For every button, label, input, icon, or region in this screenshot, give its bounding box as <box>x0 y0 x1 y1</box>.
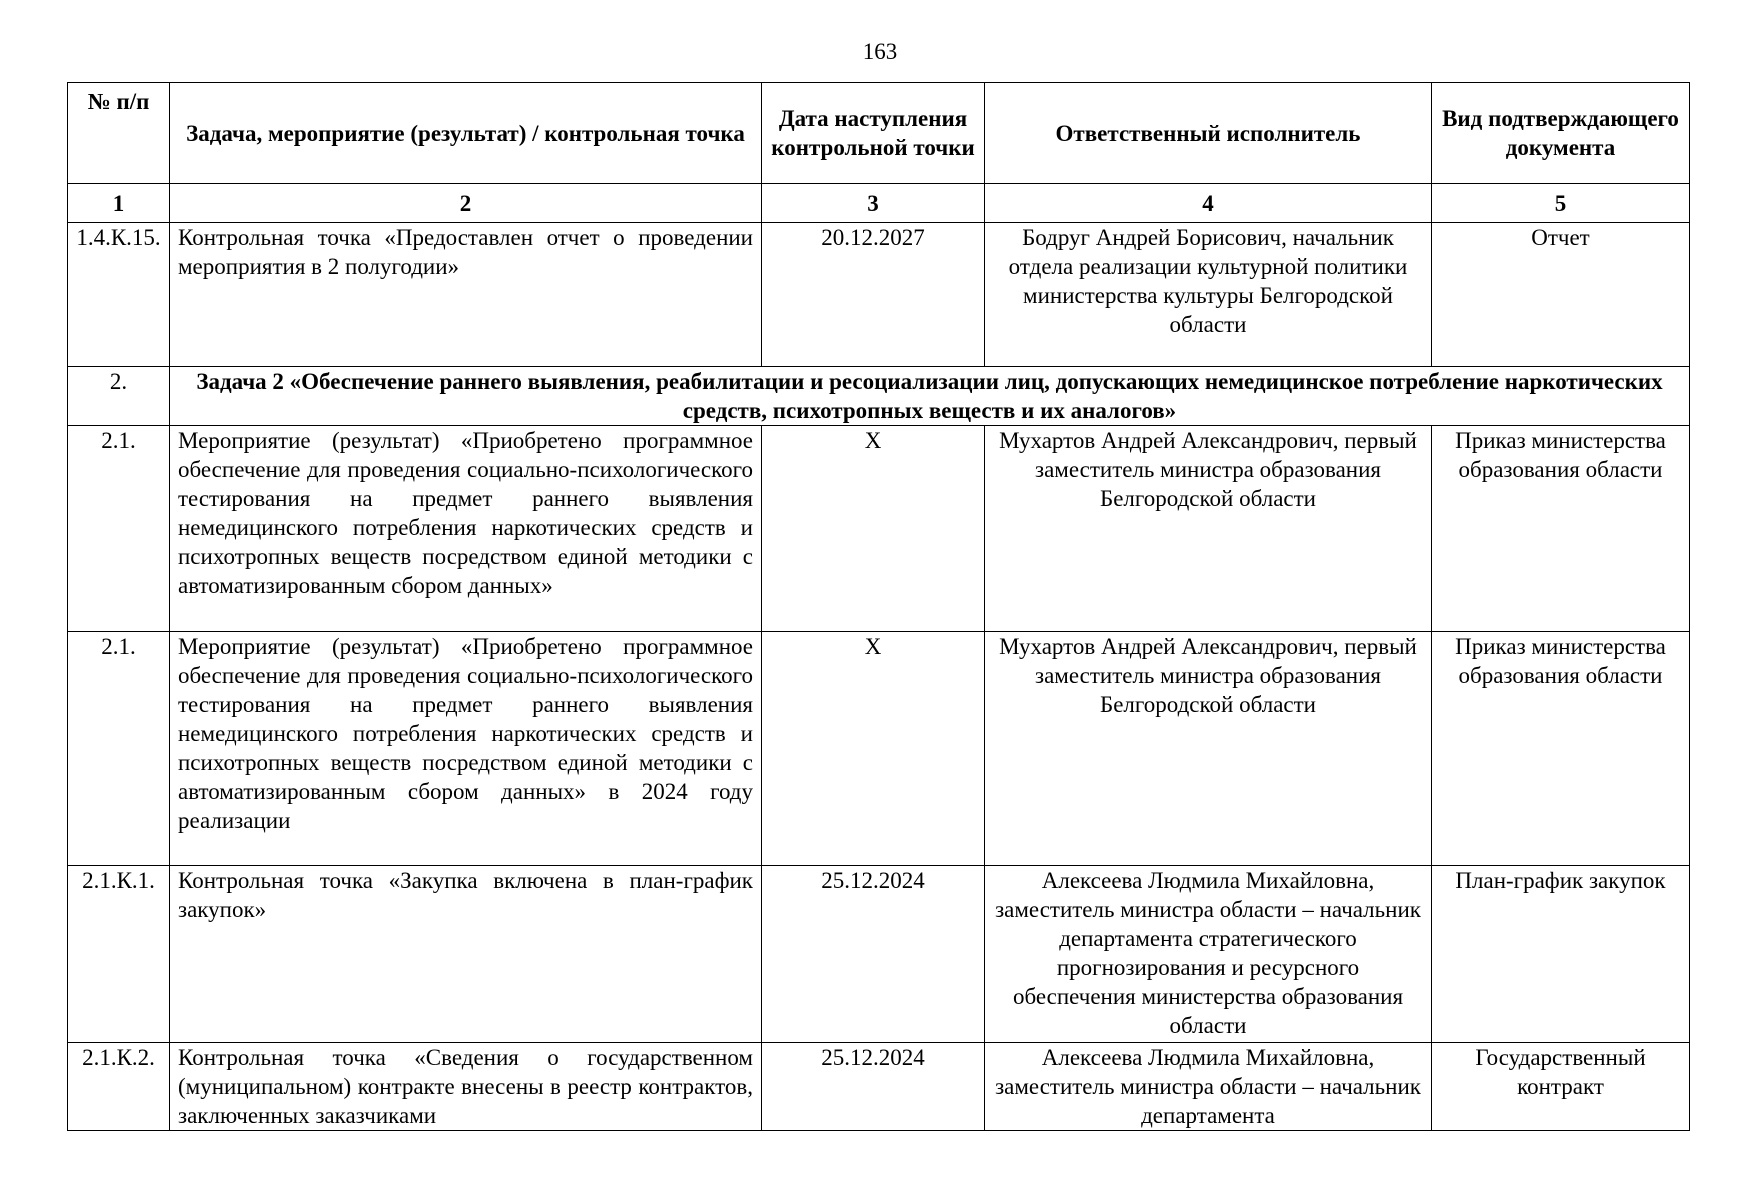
task-heading: Задача 2 «Обеспечение раннего выявления, реабилитации и ресоциализации лиц, допускающих немедицинское потребление наркотических средств, психотропных веществ и их аналогов» <box>170 367 1690 426</box>
row-number: 2.1. <box>68 632 170 866</box>
row-task: Контрольная точка «Закупка включена в план-график закупок» <box>170 866 762 1043</box>
row-number: 1.4.К.15. <box>68 223 170 367</box>
plan-table <box>67 82 1690 1131</box>
row-task: Мероприятие (результат) «Приобретено программное обеспечение для проведения социально-психологического тестирования на предмет раннего выявления немедицинского потребления наркотических средств и психотропных веществ посредством единой методики с автоматизированным сбором данных» в 2024 году реализации <box>170 632 762 866</box>
row-document: План-график закупок <box>1432 866 1690 1043</box>
row-responsible: Алексеева Людмила Михайловна, заместитель министра области – начальник департамента стратегического прогнозирования и ресурсного обеспечения министерства образования области <box>985 866 1432 1043</box>
header-responsible: Ответственный исполнитель <box>985 83 1432 184</box>
row-date: Х <box>762 632 985 866</box>
header-task: Задача, мероприятие (результат) / контрольная точка <box>170 83 762 184</box>
task-heading-row <box>68 367 1690 426</box>
column-number: 3 <box>762 184 985 223</box>
row-number: 2.1. <box>68 426 170 632</box>
table-row <box>68 426 1690 632</box>
row-document: Приказ министерства образования области <box>1432 632 1690 866</box>
header-document: Вид подтверждающего документа <box>1432 83 1690 184</box>
row-document: Приказ министерства образования области <box>1432 426 1690 632</box>
table-row <box>68 223 1690 367</box>
row-document: Отчет <box>1432 223 1690 367</box>
table-row <box>68 866 1690 1043</box>
row-date: 25.12.2024 <box>762 1043 985 1131</box>
page-number: 163 <box>862 39 898 64</box>
row-responsible: Бодруг Андрей Борисович, начальник отдела реализации культурной политики министерства культуры Белгородской области <box>985 223 1432 367</box>
row-responsible: Алексеева Людмила Михайловна, заместитель министра области – начальник департамента <box>985 1043 1432 1131</box>
header-date: Дата наступления контрольной точки <box>762 83 985 184</box>
row-task: Контрольная точка «Предоставлен отчет о проведении мероприятия в 2 полугодии» <box>170 223 762 367</box>
row-responsible: Мухартов Андрей Александрович, первый заместитель министра образования Белгородской области <box>985 632 1432 866</box>
row-responsible: Мухартов Андрей Александрович, первый заместитель министра образования Белгородской области <box>985 426 1432 632</box>
row-date: Х <box>762 426 985 632</box>
header-num: № п/п <box>68 83 170 184</box>
table-row <box>68 1043 1690 1131</box>
header-row <box>68 83 1690 184</box>
column-number-row <box>68 184 1690 223</box>
column-number: 2 <box>170 184 762 223</box>
column-number: 4 <box>985 184 1432 223</box>
row-task: Мероприятие (результат) «Приобретено программное обеспечение для проведения социально-психологического тестирования на предмет раннего выявления немедицинского потребления наркотических средств и психотропных веществ посредством единой методики с автоматизированным сбором данных» <box>170 426 762 632</box>
column-number: 1 <box>68 184 170 223</box>
row-document: Государственный контракт <box>1432 1043 1690 1131</box>
row-number: 2.1.К.2. <box>68 1043 170 1131</box>
table-row <box>68 632 1690 866</box>
row-task: Контрольная точка «Сведения о государственном (муниципальном) контракте внесены в реестр контрактов, заключенных заказчиками <box>170 1043 762 1131</box>
row-number: 2.1.К.1. <box>68 866 170 1043</box>
row-date: 25.12.2024 <box>762 866 985 1043</box>
row-date: 20.12.2027 <box>762 223 985 367</box>
column-number: 5 <box>1432 184 1690 223</box>
row-number: 2. <box>68 367 170 426</box>
